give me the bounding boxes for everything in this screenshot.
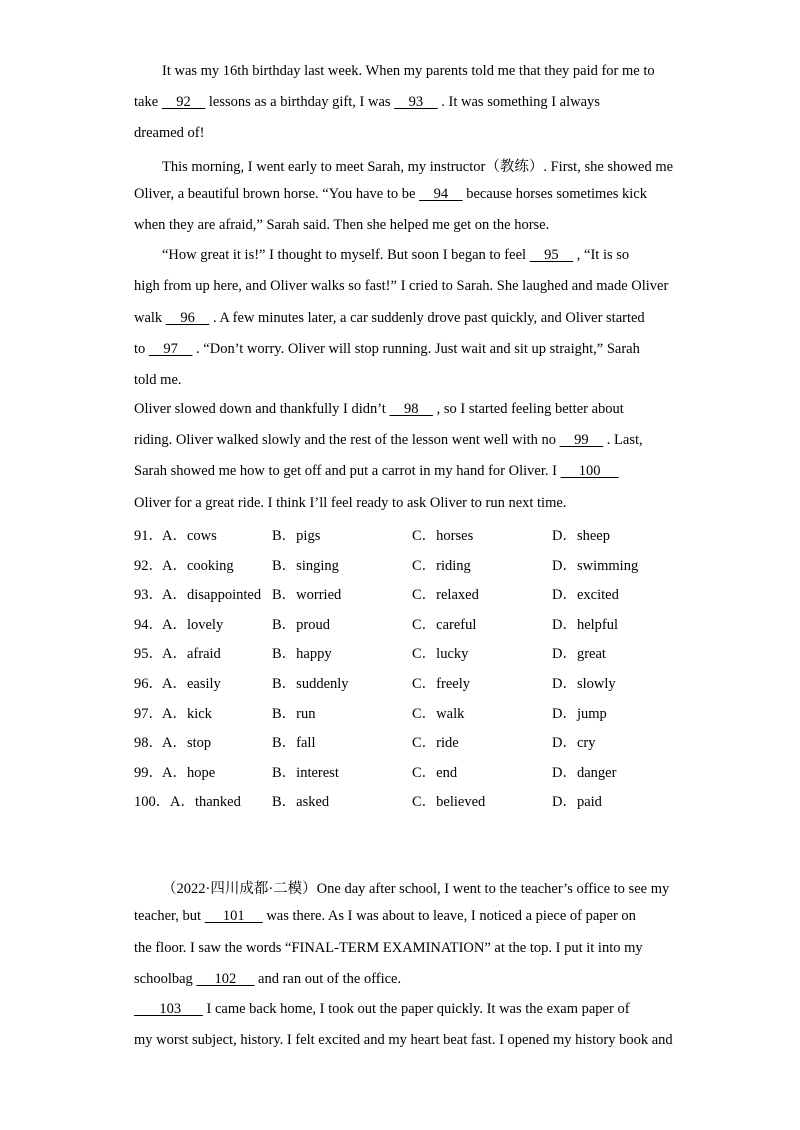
passage-text: walk [134, 310, 166, 326]
passage1-line [162, 63, 655, 80]
question-number: 95． [134, 646, 163, 663]
passage2-line [134, 1032, 673, 1049]
question-number: 98． [134, 735, 163, 752]
passage-text: and ran out of the office. [254, 971, 402, 987]
passage-text: to [134, 341, 149, 357]
option-a: A．hope [162, 764, 216, 781]
answer-blank: 96 [165, 310, 210, 326]
passage2-line [134, 908, 636, 925]
answer-blank: 94 [419, 186, 463, 202]
passage-text: told me. [134, 372, 182, 388]
answer-blank: 93 [394, 94, 438, 110]
passage-text: Oliver, a beautiful brown horse. “You have to be [134, 186, 420, 202]
passage-text: when they are afraid,” Sarah said. Then she helped me get on the horse. [134, 217, 550, 233]
passage1-line [162, 247, 629, 264]
passage1-line [134, 401, 624, 418]
option-a: A．stop [162, 735, 212, 752]
option-d: D．helpful [552, 616, 619, 633]
option-b: B．singing [272, 557, 339, 574]
question-number: 97． [134, 705, 163, 722]
passage-text: . Last, [603, 432, 643, 448]
answer-blank: 95 [529, 247, 574, 263]
option-a: A．lovely [162, 616, 224, 633]
passage1-line [134, 463, 619, 480]
option-c: C．horses [412, 528, 474, 544]
passage1-line [162, 155, 673, 176]
option-c: C．believed [412, 794, 486, 811]
option-b: B．happy [272, 646, 332, 663]
option-a: A．kick [162, 705, 212, 722]
passage-text: my worst subject, history. I felt excited and my heart beat fast. I opened my history book and [134, 1032, 673, 1048]
option-b: B．worried [272, 587, 342, 604]
passage-text: teacher, but [134, 908, 205, 924]
option-c: C．relaxed [412, 587, 479, 604]
passage-text: because horses sometimes kick [462, 186, 647, 202]
passage-text: （2022·四川成都·二模）One day after school, I went to the teacher’s office to see my [162, 881, 670, 897]
option-a: A．thanked [170, 794, 241, 811]
passage1-line [134, 372, 182, 389]
option-d: D．danger [552, 764, 617, 781]
answer-blank: 98 [389, 401, 433, 417]
option-d: D．jump [552, 705, 607, 722]
passage-text: lessons as a birthday gift, I was [205, 94, 395, 110]
option-c: C．ride [412, 735, 459, 752]
passage-text: high from up here, and Oliver walks so fast!” I cried to Sarah. She laughed and made Oliver [134, 278, 669, 294]
passage-text: I came back home, I took out the paper quickly. It was the exam paper of [202, 1001, 630, 1017]
answer-blank: 99 [559, 432, 604, 448]
option-b: B．suddenly [272, 676, 349, 692]
passage-text: dreamed of! [134, 125, 205, 141]
option-d: D．swimming [552, 557, 639, 574]
option-b: B．asked [272, 794, 330, 811]
option-b: B．run [272, 705, 316, 722]
passage1-line [134, 432, 643, 449]
option-a: A．disappointed [162, 587, 262, 604]
passage-text: take [134, 94, 162, 110]
passage-text: Oliver for a great ride. I think I’ll feel ready to ask Oliver to run next time. [134, 495, 567, 511]
option-b: B．interest [272, 764, 339, 781]
passage1-line [134, 495, 566, 512]
answer-blank: 97 [148, 341, 193, 357]
option-c: C．end [412, 764, 458, 781]
passage-text: , “It is so [573, 247, 630, 263]
option-b: B．fall [272, 735, 316, 752]
option-c: C．lucky [412, 646, 469, 663]
passage-text: . “Don’t worry. Oliver will stop running. Just wait and sit up straight,” Sarah [192, 341, 640, 357]
answer-blank: 92 [161, 94, 206, 110]
option-d: D．sheep [552, 528, 610, 544]
option-c: C．freely [412, 676, 470, 692]
passage1-line [134, 186, 647, 203]
passage-text: . A few minutes later, a car suddenly drove past quickly, and Oliver started [209, 310, 645, 326]
option-c: C．riding [412, 557, 471, 574]
option-c: C．careful [412, 616, 477, 633]
passage-text: This morning, I went early to meet Sarah, my instructor（教练）. First, she showed me [162, 159, 674, 175]
option-c: C．walk [412, 705, 465, 722]
passage-text: , so I started feeling better about [432, 401, 624, 417]
passage-text: was there. As I was about to leave, I noticed a piece of paper on [262, 908, 636, 924]
passage-text: It was my 16th birthday last week. When my parents told me that they paid for me to [162, 63, 655, 79]
question-number: 93． [134, 587, 163, 604]
option-a: A．cows [162, 528, 217, 544]
option-d: D．excited [552, 587, 619, 604]
option-b: B．pigs [272, 528, 321, 544]
passage-text: schoolbag [134, 971, 197, 987]
question-number: 91． [134, 528, 163, 544]
passage1-line [134, 278, 668, 295]
option-b: B．proud [272, 616, 330, 633]
answer-blank: 102 [196, 971, 255, 987]
passage1-line [134, 94, 600, 111]
question-number: 99． [134, 764, 163, 781]
option-d: D．paid [552, 794, 602, 811]
answer-blank: 103 [134, 1001, 203, 1017]
passage1-line [134, 217, 549, 234]
answer-blank: 101 [204, 908, 263, 924]
passage2-line [134, 1001, 630, 1018]
passage-text: Sarah showed me how to get off and put a carrot in my hand for Oliver. I [134, 463, 561, 479]
passage1-line [134, 125, 204, 142]
passage1-line [134, 341, 640, 358]
option-a: A．afraid [162, 646, 221, 663]
answer-blank: 100 [560, 463, 619, 479]
option-d: D．cry [552, 735, 596, 752]
option-a: A．cooking [162, 557, 234, 574]
option-d: D．slowly [552, 676, 616, 692]
passage1-line [134, 310, 645, 327]
passage2-line [162, 877, 669, 898]
passage-text: Oliver slowed down and thankfully I didn’t [134, 401, 390, 417]
passage-text: . It was something I always [437, 94, 600, 110]
option-d: D．great [552, 646, 606, 663]
passage-text: the floor. I saw the words “FINAL-TERM EXAMINATION” at the top. I put it into my [134, 940, 643, 956]
question-number: 96． [134, 676, 163, 692]
passage-text: “How great it is!” I thought to myself. But soon I began to feel [162, 247, 530, 263]
question-number: 92． [134, 557, 163, 574]
question-number: 94． [134, 616, 163, 633]
passage2-line [134, 940, 643, 957]
question-number: 100． [134, 794, 171, 811]
passage2-line [134, 971, 401, 988]
option-a: A．easily [162, 676, 221, 692]
passage-text: riding. Oliver walked slowly and the rest of the lesson went well with no [134, 432, 560, 448]
